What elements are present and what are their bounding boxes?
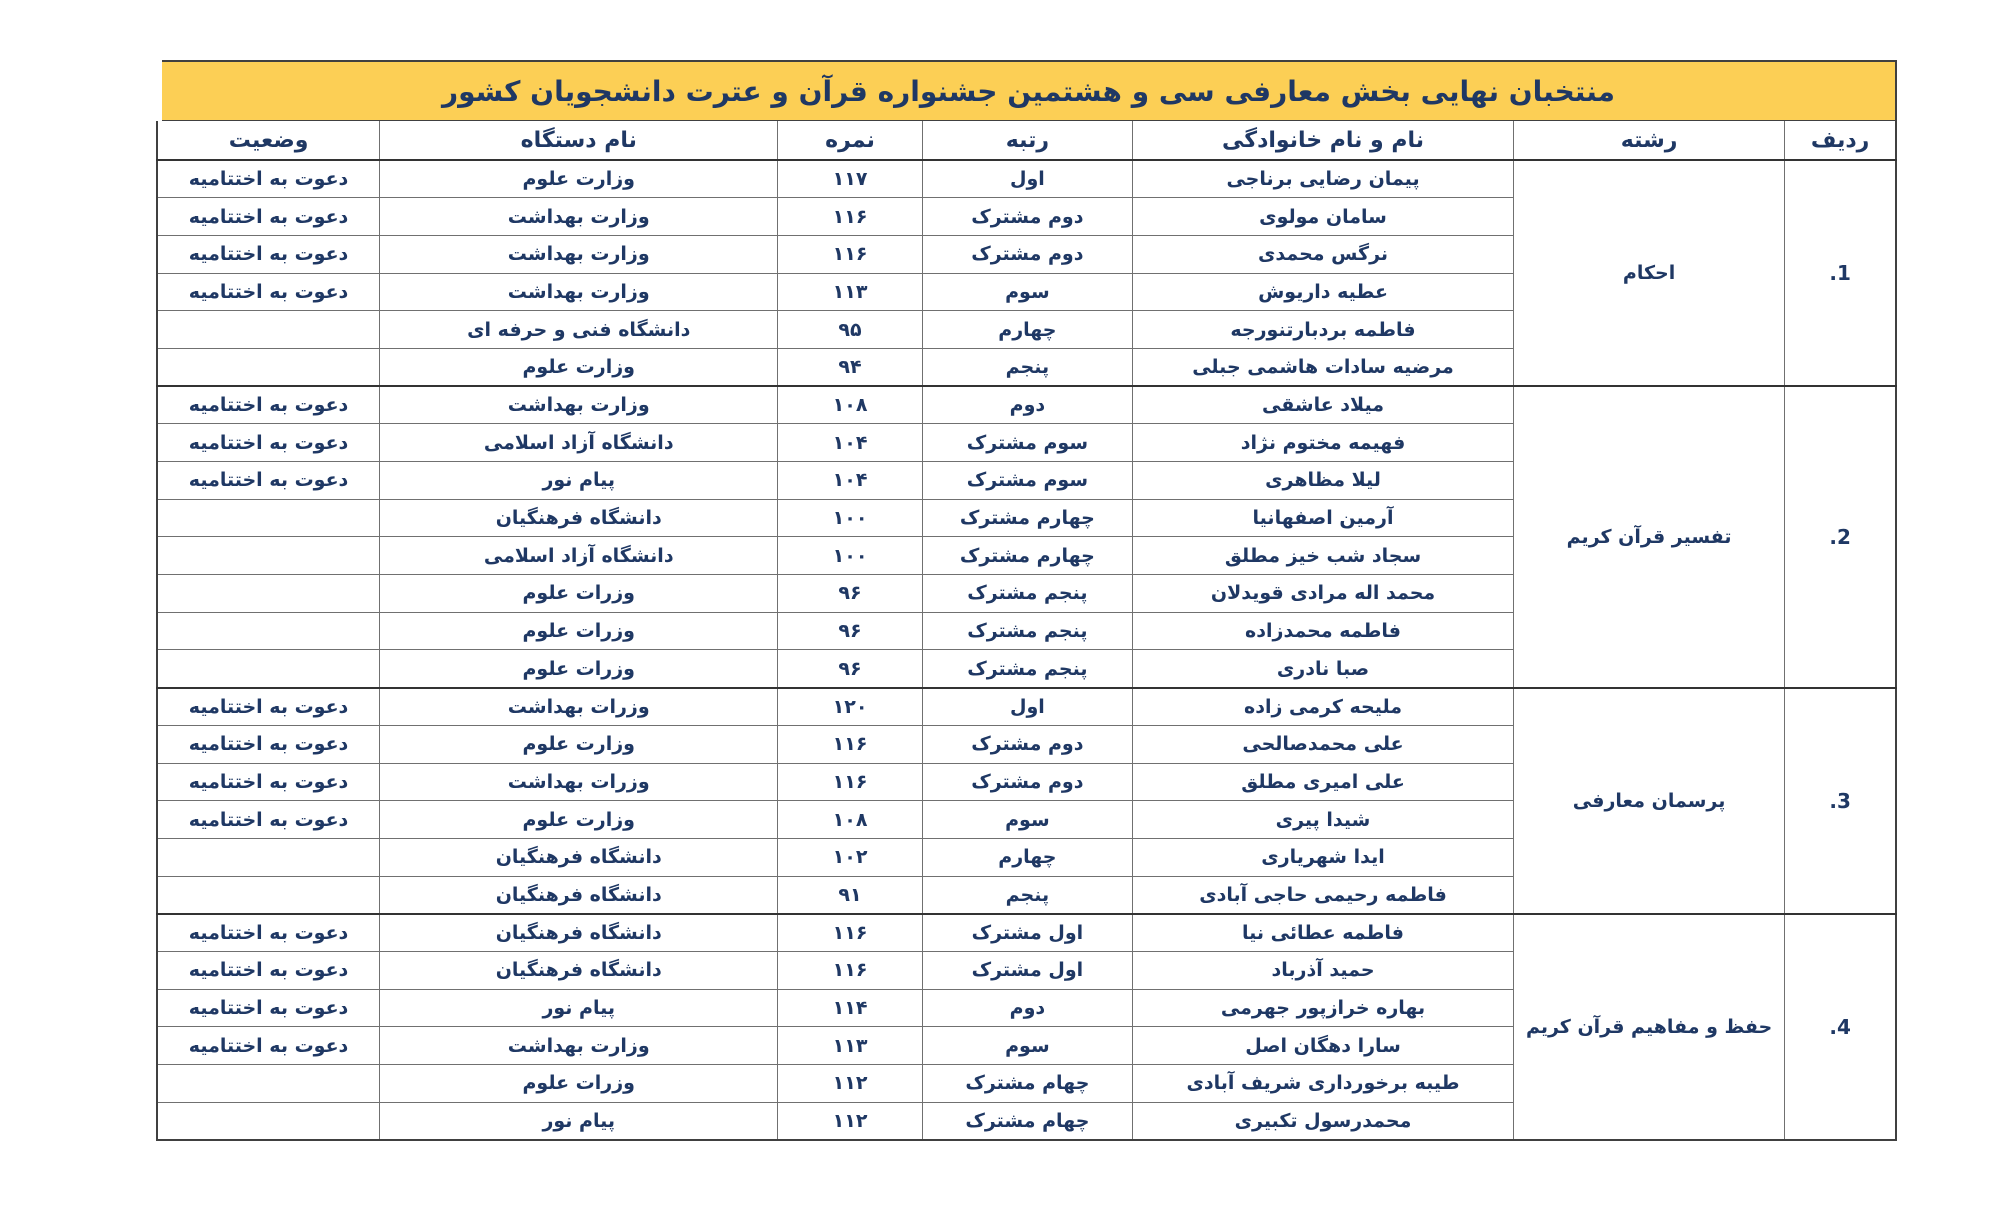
status-cell: دعوت به اختتامیه <box>157 198 380 236</box>
column-header-full-name: نام و نام خانوادگی <box>1133 121 1514 161</box>
rank-cell: پنجم مشترک <box>922 650 1132 688</box>
organization-cell: پیام نور <box>380 989 778 1027</box>
organization-cell: دانشگاه فرهنگیان <box>380 838 778 876</box>
rank-cell: چهام مشترک <box>922 1065 1132 1103</box>
status-cell: دعوت به اختتامیه <box>157 763 380 801</box>
score-cell: ۹۵ <box>778 311 922 349</box>
rank-cell: دوم <box>922 989 1132 1027</box>
organization-cell: وزارت علوم <box>380 160 778 198</box>
score-cell: ۱۱۲ <box>778 1102 922 1140</box>
rank-cell: اول <box>922 160 1132 198</box>
status-cell <box>157 650 380 688</box>
table-row <box>157 688 1896 726</box>
organization-cell: وزرات علوم <box>380 575 778 613</box>
organization-cell: پیام نور <box>380 1102 778 1140</box>
score-cell: ۱۰۸ <box>778 801 922 839</box>
score-cell: ۱۱۶ <box>778 914 922 952</box>
organization-cell: وزارت بهداشت <box>380 198 778 236</box>
score-cell: ۱۱۳ <box>778 1027 922 1065</box>
full-name-cell: فاطمه بردبارتنورجه <box>1133 311 1514 349</box>
status-cell <box>157 348 380 386</box>
score-cell: ۱۱۶ <box>778 198 922 236</box>
score-cell: ۱۱۳ <box>778 273 922 311</box>
organization-cell: وزرات بهداشت <box>380 688 778 726</box>
rank-cell: اول مشترک <box>922 951 1132 989</box>
column-header-status: وضعیت <box>157 121 380 161</box>
organization-cell: دانشگاه فرهنگیان <box>380 914 778 952</box>
rank-cell: دوم مشترک <box>922 235 1132 273</box>
full-name-cell: عطیه داریوش <box>1133 273 1514 311</box>
score-cell: ۱۰۲ <box>778 838 922 876</box>
score-cell: ۱۱۶ <box>778 951 922 989</box>
organization-cell: دانشگاه فرهنگیان <box>380 951 778 989</box>
organization-cell: وزرات بهداشت <box>380 763 778 801</box>
page-title: منتخبان نهایی بخش معارفی سی و هشتمین جشنواره قرآن و عترت دانشجویان کشور <box>157 61 1896 121</box>
status-cell <box>157 612 380 650</box>
rank-cell: اول مشترک <box>922 914 1132 952</box>
field-cell: پرسمان معارفی <box>1513 688 1784 914</box>
score-cell: ۱۲۰ <box>778 688 922 726</box>
status-cell: دعوت به اختتامیه <box>157 1027 380 1065</box>
row-number-cell: 4. <box>1785 914 1896 1140</box>
rank-cell: پنجم <box>922 348 1132 386</box>
rank-cell: اول <box>922 688 1132 726</box>
rank-cell: سوم مشترک <box>922 424 1132 462</box>
organization-cell: وزارت علوم <box>380 801 778 839</box>
full-name-cell: طیبه برخورداری شریف آبادی <box>1133 1065 1514 1103</box>
status-cell: دعوت به اختتامیه <box>157 160 380 198</box>
full-name-cell: شیدا پیری <box>1133 801 1514 839</box>
status-cell <box>157 876 380 914</box>
score-cell: ۱۱۶ <box>778 725 922 763</box>
table-row <box>157 386 1896 424</box>
rank-cell: سوم <box>922 1027 1132 1065</box>
status-cell: دعوت به اختتامیه <box>157 688 380 726</box>
rank-cell: سوم <box>922 273 1132 311</box>
status-cell <box>157 1102 380 1140</box>
row-number-cell: 3. <box>1785 688 1896 914</box>
organization-cell: وزارت بهداشت <box>380 1027 778 1065</box>
status-cell: دعوت به اختتامیه <box>157 235 380 273</box>
row-number-cell: 1. <box>1785 160 1896 386</box>
results-sheet <box>152 60 1897 1141</box>
rank-cell: پنجم <box>922 876 1132 914</box>
rank-cell: چهارم مشترک <box>922 537 1132 575</box>
full-name-cell: فاطمه رحیمی حاجی آبادی <box>1133 876 1514 914</box>
status-cell: دعوت به اختتامیه <box>157 424 380 462</box>
status-cell: دعوت به اختتامیه <box>157 725 380 763</box>
status-cell <box>157 1065 380 1103</box>
rank-cell: سوم <box>922 801 1132 839</box>
full-name-cell: سارا دهگان اصل <box>1133 1027 1514 1065</box>
organization-cell: دانشگاه آزاد اسلامی <box>380 537 778 575</box>
rank-cell: چهارم <box>922 838 1132 876</box>
column-header-row <box>157 121 1896 161</box>
full-name-cell: محمدرسول تکبیری <box>1133 1102 1514 1140</box>
full-name-cell: حمید آذرباد <box>1133 951 1514 989</box>
status-cell: دعوت به اختتامیه <box>157 801 380 839</box>
table-row <box>157 914 1896 952</box>
organization-cell: پیام نور <box>380 462 778 500</box>
column-header-score: نمره <box>778 121 922 161</box>
status-cell: دعوت به اختتامیه <box>157 386 380 424</box>
full-name-cell: سامان مولوی <box>1133 198 1514 236</box>
full-name-cell: مرضیه سادات هاشمی جبلی <box>1133 348 1514 386</box>
score-cell: ۹۶ <box>778 650 922 688</box>
score-cell: ۱۰۰ <box>778 537 922 575</box>
score-cell: ۱۱۲ <box>778 1065 922 1103</box>
organization-cell: وزارت علوم <box>380 725 778 763</box>
rank-cell: پنجم مشترک <box>922 612 1132 650</box>
organization-cell: دانشگاه فرهنگیان <box>380 499 778 537</box>
status-cell <box>157 838 380 876</box>
status-cell <box>157 537 380 575</box>
rank-cell: دوم <box>922 386 1132 424</box>
score-cell: ۹۶ <box>778 575 922 613</box>
full-name-cell: نرگس محمدی <box>1133 235 1514 273</box>
status-cell: دعوت به اختتامیه <box>157 989 380 1027</box>
rank-cell: چهارم مشترک <box>922 499 1132 537</box>
score-cell: ۱۰۸ <box>778 386 922 424</box>
results-table <box>152 60 1897 1141</box>
column-header-row-number: ردیف <box>1785 121 1896 161</box>
full-name-cell: آرمین اصفهانیا <box>1133 499 1514 537</box>
full-name-cell: فاطمه محمدزاده <box>1133 612 1514 650</box>
column-header-rank: رتبه <box>922 121 1132 161</box>
organization-cell: وزارت بهداشت <box>380 273 778 311</box>
full-name-cell: لیلا مظاهری <box>1133 462 1514 500</box>
organization-cell: وزارت بهداشت <box>380 386 778 424</box>
title-row <box>157 61 1896 121</box>
organization-cell: وزرات علوم <box>380 612 778 650</box>
status-cell <box>157 311 380 349</box>
full-name-cell: بهاره خرازپور جهرمی <box>1133 989 1514 1027</box>
score-cell: ۱۱۷ <box>778 160 922 198</box>
field-cell: احکام <box>1513 160 1784 386</box>
score-cell: ۱۰۰ <box>778 499 922 537</box>
column-header-organization: نام دستگاه <box>380 121 778 161</box>
status-cell: دعوت به اختتامیه <box>157 914 380 952</box>
status-cell <box>157 575 380 613</box>
rank-cell: چهام مشترک <box>922 1102 1132 1140</box>
score-cell: ۱۱۶ <box>778 763 922 801</box>
full-name-cell: فاطمه عطائی نیا <box>1133 914 1514 952</box>
column-header-field: رشته <box>1513 121 1784 161</box>
field-cell: حفظ و مفاهیم قرآن کریم <box>1513 914 1784 1140</box>
table-row <box>157 160 1896 198</box>
full-name-cell: فهیمه مختوم نژاد <box>1133 424 1514 462</box>
status-cell <box>157 499 380 537</box>
organization-cell: دانشگاه آزاد اسلامی <box>380 424 778 462</box>
score-cell: ۱۱۴ <box>778 989 922 1027</box>
full-name-cell: علی محمدصالحی <box>1133 725 1514 763</box>
organization-cell: وزرات علوم <box>380 650 778 688</box>
full-name-cell: سجاد شب خیز مطلق <box>1133 537 1514 575</box>
rank-cell: دوم مشترک <box>922 198 1132 236</box>
score-cell: ۱۰۴ <box>778 424 922 462</box>
organization-cell: دانشگاه فرهنگیان <box>380 876 778 914</box>
rank-cell: سوم مشترک <box>922 462 1132 500</box>
score-cell: ۱۱۶ <box>778 235 922 273</box>
full-name-cell: علی امیری مطلق <box>1133 763 1514 801</box>
full-name-cell: ایدا شهریاری <box>1133 838 1514 876</box>
status-cell: دعوت به اختتامیه <box>157 951 380 989</box>
organization-cell: وزارت علوم <box>380 348 778 386</box>
full-name-cell: محمد اله مرادی قویدلان <box>1133 575 1514 613</box>
rank-cell: دوم مشترک <box>922 763 1132 801</box>
organization-cell: وزرات علوم <box>380 1065 778 1103</box>
score-cell: ۹۶ <box>778 612 922 650</box>
score-cell: ۱۰۴ <box>778 462 922 500</box>
full-name-cell: میلاد عاشقی <box>1133 386 1514 424</box>
full-name-cell: ملیحه کرمی زاده <box>1133 688 1514 726</box>
score-cell: ۹۱ <box>778 876 922 914</box>
organization-cell: دانشگاه فنی و حرفه ای <box>380 311 778 349</box>
status-cell: دعوت به اختتامیه <box>157 462 380 500</box>
score-cell: ۹۴ <box>778 348 922 386</box>
table-body <box>157 160 1896 1140</box>
row-number-cell: 2. <box>1785 386 1896 688</box>
rank-cell: پنجم مشترک <box>922 575 1132 613</box>
full-name-cell: پیمان رضایی برناجی <box>1133 160 1514 198</box>
organization-cell: وزارت بهداشت <box>380 235 778 273</box>
rank-cell: دوم مشترک <box>922 725 1132 763</box>
field-cell: تفسیر قرآن کریم <box>1513 386 1784 688</box>
full-name-cell: صبا نادری <box>1133 650 1514 688</box>
rank-cell: چهارم <box>922 311 1132 349</box>
status-cell: دعوت به اختتامیه <box>157 273 380 311</box>
